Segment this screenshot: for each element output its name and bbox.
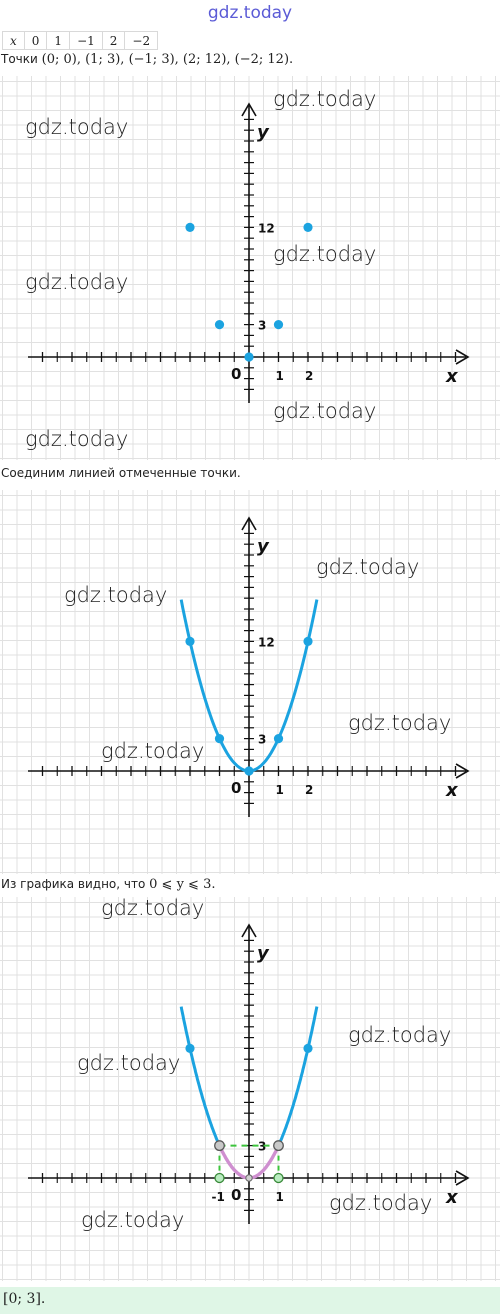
- watermark-text: gdz.today: [273, 87, 377, 111]
- range-prefix: Из графика видно, что: [1, 877, 146, 891]
- watermark-text: gdz.today: [101, 897, 205, 920]
- axis-boundary-point: [215, 1174, 224, 1183]
- y-axis-label: y: [257, 536, 269, 557]
- watermark-text: gdz.today: [64, 583, 168, 607]
- value-table: [2, 31, 158, 50]
- data-point: [244, 352, 253, 361]
- table-cell: 1: [47, 32, 70, 50]
- x-axis-label: x: [446, 366, 458, 387]
- range-plot: [0, 897, 500, 1281]
- x-tick-label: 1: [275, 369, 284, 383]
- table-cell: −2: [125, 32, 158, 50]
- range-inequality: 0 ⩽ y ⩽ 3.: [149, 877, 216, 892]
- data-point: [185, 223, 194, 232]
- points-list: (0; 0), (1; 3), (−1; 3), (2; 12), (−2; 12).: [41, 52, 294, 67]
- watermark-text: gdz.today: [25, 270, 129, 294]
- table-cell: 0: [24, 32, 47, 50]
- y-tick-label: 12: [258, 635, 275, 650]
- x-axis-label: x: [446, 1187, 458, 1208]
- origin-label: 0: [231, 779, 242, 797]
- answer-text: [0; 3].: [3, 1291, 46, 1307]
- watermark-text: gdz.today: [273, 242, 377, 266]
- x-tick-label: -1: [211, 1190, 225, 1204]
- y-axis-label: y: [257, 943, 269, 964]
- data-point: [215, 320, 224, 329]
- x-tick-label: 2: [305, 369, 314, 383]
- value-table-row: [3, 32, 158, 50]
- data-point: [274, 320, 283, 329]
- watermark-text: gdz.today: [25, 115, 129, 139]
- data-point: [303, 637, 312, 646]
- watermark-text: gdz.today: [348, 1023, 452, 1047]
- axis-boundary-point: [274, 1174, 283, 1183]
- site-link[interactable]: gdz.today: [207, 3, 293, 23]
- scatter-plot: [0, 76, 500, 460]
- data-point: [244, 766, 253, 775]
- origin-label: 0: [231, 1186, 242, 1204]
- table-header-x: x: [3, 32, 25, 50]
- watermark-text: gdz.today: [81, 1208, 185, 1232]
- watermark-text: gdz.today: [348, 711, 452, 735]
- data-point: [274, 734, 283, 743]
- boundary-point: [215, 1141, 225, 1151]
- connect-text: Соединим линией отмеченные точки.: [1, 466, 241, 480]
- y-tick-label: 3: [258, 318, 267, 333]
- data-point: [215, 734, 224, 743]
- y-tick-label: 12: [258, 221, 275, 236]
- y-tick-label: 3: [258, 1139, 267, 1154]
- parabola-plot: [0, 490, 500, 874]
- table-cell: −1: [70, 32, 103, 50]
- x-tick-label: 1: [275, 1190, 284, 1204]
- site-header: [0, 0, 500, 26]
- x-axis-label: x: [446, 780, 458, 801]
- watermark-text: gdz.today: [316, 555, 420, 579]
- vertex-point: [246, 1175, 252, 1181]
- points-prefix: Точки: [1, 52, 38, 66]
- watermark-text: gdz.today: [101, 739, 205, 763]
- data-point: [303, 223, 312, 232]
- points-sentence: [1, 52, 293, 67]
- watermark-text: gdz.today: [273, 399, 377, 423]
- connect-sentence: [1, 466, 241, 480]
- range-sentence: [1, 877, 216, 892]
- data-point: [303, 1044, 312, 1053]
- x-tick-label: 2: [305, 783, 314, 797]
- watermark-text: gdz.today: [77, 1051, 181, 1075]
- y-tick-label: 3: [258, 732, 267, 747]
- y-axis-label: y: [257, 122, 269, 143]
- watermark-text: gdz.today: [25, 427, 129, 451]
- x-tick-label: 1: [275, 783, 284, 797]
- watermark-text: gdz.today: [329, 1191, 433, 1215]
- data-point: [185, 1044, 194, 1053]
- table-cell: 2: [102, 32, 125, 50]
- answer-box: [0, 1287, 500, 1314]
- data-point: [185, 637, 194, 646]
- boundary-point: [274, 1141, 284, 1151]
- origin-label: 0: [231, 365, 242, 383]
